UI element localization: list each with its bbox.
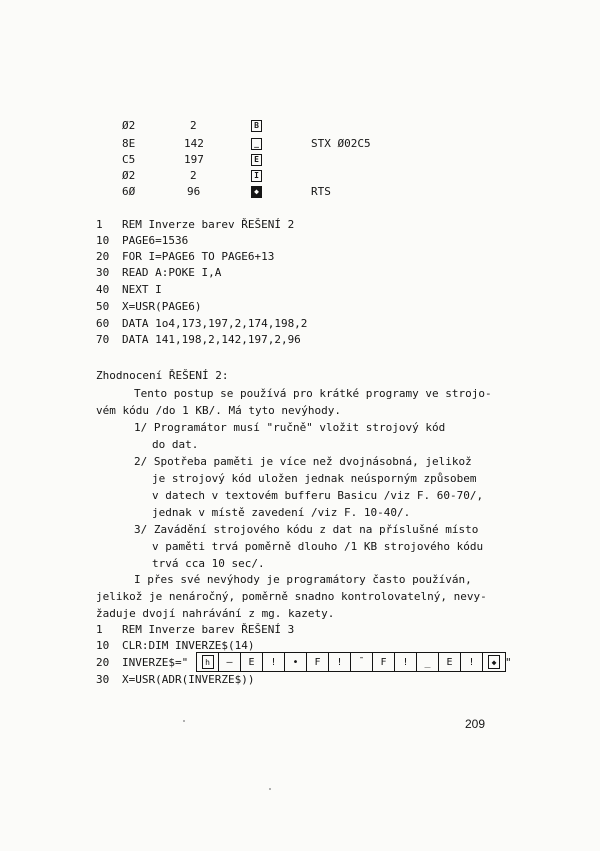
hex-value: C5 <box>122 153 136 166</box>
hex-value: Ø2 <box>122 169 136 182</box>
machine-row <box>0 119 600 133</box>
line-number: 30 <box>96 266 110 279</box>
atascii-glyph: ◆ <box>251 186 262 198</box>
list-item-line: jednak v místě zavedení /viz F. 10-40/. <box>152 506 411 519</box>
line-number: 10 <box>96 639 110 652</box>
machine-row <box>0 185 600 199</box>
line-number: 10 <box>96 234 110 247</box>
paragraph-line: I přes své nevýhody je programátory často používán, <box>134 573 472 586</box>
line-number: 1 <box>96 218 103 231</box>
line-code: X=USR(PAGE6) <box>122 300 202 313</box>
decimal-value: 2 <box>190 119 197 132</box>
paragraph-line: jelikož je nenáročný, poměrně snadno kontrolovatelný, nevy- <box>96 590 487 603</box>
inverse-string-strip <box>196 652 506 674</box>
page-number: 209 <box>465 717 486 731</box>
line-number: 60 <box>96 317 110 330</box>
string-cell-char: ! <box>270 656 277 668</box>
paragraph-line: vém kódu /do 1 KB/. Má tyto nevýhody. <box>96 404 342 417</box>
scan-speck <box>183 720 185 722</box>
string-cell <box>329 653 351 671</box>
string-cell-char: E <box>446 656 453 668</box>
string-cell <box>263 653 285 671</box>
line-number: 30 <box>96 673 110 686</box>
assembly-comment: STX Ø02C5 <box>311 137 371 150</box>
paragraph-line: žaduje dvojí nahrávání z mg. kazety. <box>96 607 335 620</box>
line-code: FOR I=PAGE6 TO PAGE6+13 <box>122 250 275 263</box>
string-cell-char: h <box>202 655 214 669</box>
string-cell-char: F <box>380 656 387 668</box>
string-cells <box>196 652 506 672</box>
line-code: DATA 1o4,173,197,2,174,198,2 <box>122 317 308 330</box>
hex-value: Ø2 <box>122 119 136 132</box>
string-cell <box>307 653 329 671</box>
list-item-line: trvá cca 10 sec/. <box>152 557 265 570</box>
line-code: REM Inverze barev ŘEŠENÍ 3 <box>122 623 295 636</box>
line-number: 70 <box>96 333 110 346</box>
machine-row <box>0 153 600 167</box>
line-code: READ A:POKE I,A <box>122 266 222 279</box>
line-code: REM Inverze barev ŘEŠENÍ 2 <box>122 218 295 231</box>
string-cell-char: ◆ <box>488 655 500 669</box>
list-item-line: 3/ Zavádění strojového kódu z dat na příslušné místo <box>134 523 479 536</box>
string-cell <box>241 653 263 671</box>
line-code: CLR:DIM INVERZE$(14) <box>122 639 255 652</box>
line-number: 50 <box>96 300 110 313</box>
hex-value: 8E <box>122 137 136 150</box>
paragraph-line: Tento postup se používá pro krátké programy ve strojo- <box>134 387 492 400</box>
list-item-line: 1/ Programátor musí "ručně" vložit strojový kód <box>134 421 446 434</box>
string-cell <box>417 653 439 671</box>
decimal-value: 2 <box>190 169 197 182</box>
string-cell-char: F <box>314 656 321 668</box>
list-item-line: do dat. <box>152 438 199 451</box>
string-cell <box>197 653 219 671</box>
scan-speck <box>269 788 271 790</box>
list-item-line: je strojový kód uložen jednak neúsporným způsobem <box>152 472 477 485</box>
line-number: 20 <box>96 250 110 263</box>
line-number: 1 <box>96 623 103 636</box>
list-item-line: v paměti trvá poměrně dlouho /1 KB strojového kódu <box>152 540 484 553</box>
string-cell-char: ! <box>336 656 343 668</box>
line-code: X=USR(ADR(INVERZE$)) <box>122 673 255 686</box>
line-number: 40 <box>96 283 110 296</box>
string-cell <box>219 653 241 671</box>
assembly-comment: RTS <box>311 185 331 198</box>
hex-value: 6Ø <box>122 185 136 198</box>
atascii-glyph: E <box>251 154 262 166</box>
string-cell <box>439 653 461 671</box>
decimal-value: 142 <box>184 137 204 150</box>
decimal-value: 197 <box>184 153 204 166</box>
list-item-line: 2/ Spotřeba paměti je více než dvojnásobná, jelikož <box>134 455 472 468</box>
string-cell-char: • <box>292 656 299 668</box>
string-cell-char: – <box>226 656 233 668</box>
atascii-glyph: _ <box>251 138 262 150</box>
line-code: INVERZE$=" <box>122 656 189 669</box>
line-code: PAGE6=1536 <box>122 234 189 247</box>
string-cell <box>373 653 395 671</box>
string-cell <box>395 653 417 671</box>
decimal-value: 96 <box>187 185 201 198</box>
atascii-glyph: B <box>251 120 262 132</box>
string-cell-char: ! <box>402 656 409 668</box>
string-cell <box>483 653 505 671</box>
line-number: 20 <box>96 656 110 669</box>
list-item-line: v datech v textovém bufferu Basicu /viz F. 60-70/, <box>152 489 484 502</box>
string-cell-char: E <box>248 656 255 668</box>
line-code: NEXT I <box>122 283 162 296</box>
string-cell <box>461 653 483 671</box>
string-cell <box>285 653 307 671</box>
machine-row <box>0 169 600 183</box>
atascii-glyph: I <box>251 170 262 182</box>
line-code: DATA 141,198,2,142,197,2,96 <box>122 333 301 346</box>
machine-row <box>0 137 600 151</box>
string-cell-char: ¯ <box>358 656 365 668</box>
string-cell-char: ! <box>468 656 475 668</box>
section-heading: Zhodnocení ŘEŠENÍ 2: <box>96 369 229 382</box>
string-cell-char: _ <box>424 656 431 668</box>
string-cell <box>351 653 373 671</box>
closing-quote: " <box>505 656 512 669</box>
